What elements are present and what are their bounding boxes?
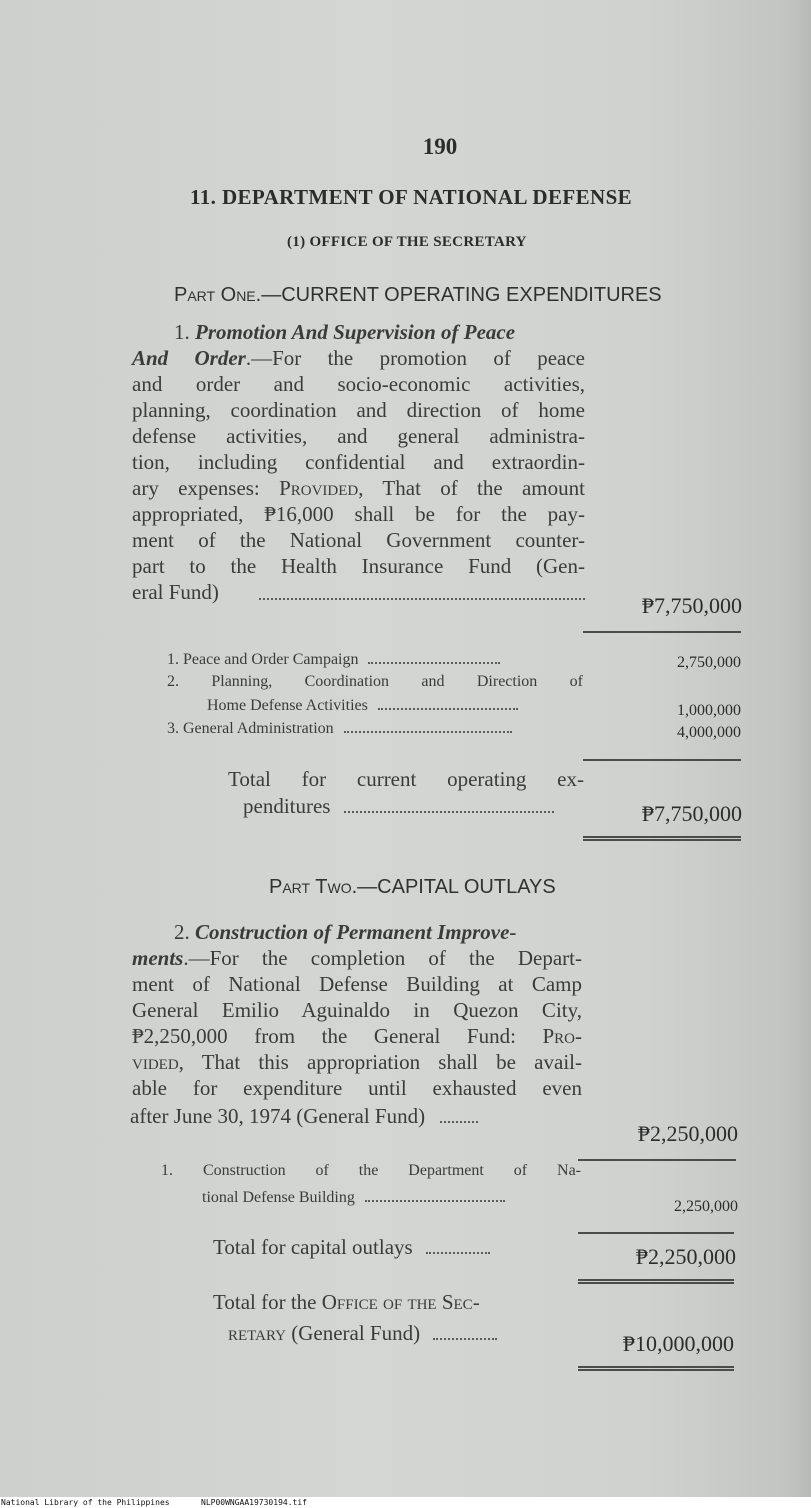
page-number: 190 bbox=[422, 134, 458, 159]
scan-footer bbox=[0, 1497, 811, 1508]
item-1-line-3: planning, coordination and direction of home bbox=[132, 398, 585, 422]
part-two-heading bbox=[269, 876, 556, 899]
item-1-title-a: Promotion And Supervision of Peace bbox=[195, 320, 516, 344]
item-2-text-0: .—For the completion of the Depart- bbox=[183, 946, 582, 970]
item-1-line-6 bbox=[132, 476, 585, 501]
breakdown-item bbox=[202, 1189, 505, 1207]
office-total-line-2 bbox=[228, 1321, 497, 1346]
part-one-total-label-2 bbox=[243, 794, 554, 819]
item-1-text-5: ary expenses: bbox=[132, 476, 260, 500]
item-1-number: 1. bbox=[174, 320, 190, 344]
part-two-rest: .—CAPITAL OUTLAYS bbox=[351, 876, 556, 898]
item-2-line-2: ment of National Defense Building at Camp bbox=[132, 972, 582, 996]
breakdown-amount: 4,000,000 bbox=[677, 724, 741, 741]
item-1-line-9: part to the Health Insurance Fund (Gen- bbox=[132, 554, 585, 578]
breakdown-amount: 1,000,000 bbox=[677, 702, 741, 719]
breakdown-amount: 2,750,000 bbox=[677, 654, 741, 671]
office-total-text-d: (General Fund) bbox=[285, 1321, 421, 1345]
breakdown-label: Home Defense Activities bbox=[207, 697, 368, 714]
item-2-text-8: after June 30, 1974 (General Fund) bbox=[130, 1104, 426, 1128]
office-total-text-c: retary bbox=[228, 1321, 286, 1345]
office-total-text-b: Office of the Sec- bbox=[321, 1290, 480, 1314]
item-1-text-7: , That of the amount bbox=[358, 476, 585, 500]
item-1-title-line bbox=[174, 320, 515, 345]
breakdown-item bbox=[167, 720, 512, 738]
breakdown-amount: 2,250,000 bbox=[674, 1198, 738, 1215]
item-2-title-a: Construction of Permanent Improve- bbox=[195, 920, 517, 944]
item-1-line-2: and order and socio-economic activities, bbox=[132, 372, 585, 396]
footer-library: National Library of the Philippines bbox=[1, 1498, 170, 1507]
part-one-total-label-1: Total for current operating ex- bbox=[228, 767, 584, 791]
item-1-text-11: eral Fund) bbox=[132, 580, 219, 604]
item-2-line-3: General Emilio Aguinaldo in Quezon City, bbox=[132, 998, 582, 1022]
part-one-prefix: Part One bbox=[174, 284, 256, 306]
part-two-prefix: Part Two bbox=[269, 876, 352, 898]
item-2-title-b: ments bbox=[132, 946, 184, 970]
part-one-total-text: penditures bbox=[243, 794, 331, 818]
breakdown-label: 3. General Administration bbox=[167, 720, 334, 737]
leader-dots bbox=[259, 598, 585, 600]
item-1-provided: Provided bbox=[279, 476, 359, 500]
part-one-rest: .—CURRENT OPERATING EXPENDITURES bbox=[255, 284, 662, 306]
item-2-amount: ₱2,250,000 bbox=[637, 1121, 738, 1146]
breakdown-item: 1. Construction of the Department of Na- bbox=[161, 1162, 581, 1179]
item-1-title-b: And Order bbox=[132, 346, 246, 370]
item-1-line-1 bbox=[132, 346, 585, 371]
item-1-line-8: ment of the National Government counter- bbox=[132, 528, 585, 552]
footer-file: NLP00WNGAA19730194.tif bbox=[201, 1498, 307, 1507]
office-title: (1) OFFICE OF THE SECRETARY bbox=[287, 234, 527, 250]
item-2-title-line bbox=[174, 920, 516, 945]
item-2-text-3: ₱2,250,000 from the General Fund: bbox=[132, 1024, 516, 1048]
item-1-amount: ₱7,750,000 bbox=[641, 593, 742, 618]
item-2-line-1 bbox=[132, 946, 582, 971]
rule bbox=[578, 1232, 734, 1234]
breakdown-item: 2. Planning, Coordination and Direction of bbox=[167, 673, 583, 690]
item-2-vided: vided bbox=[132, 1050, 179, 1074]
double-rule bbox=[578, 1366, 734, 1371]
part-one-total-amount: ₱7,750,000 bbox=[641, 801, 742, 826]
double-rule bbox=[583, 836, 741, 841]
item-1-line-10 bbox=[132, 580, 219, 605]
breakdown-label: 1. Peace and Order Campaign bbox=[167, 651, 359, 668]
part-two-total-label bbox=[213, 1235, 490, 1260]
rule bbox=[583, 631, 741, 633]
item-1-text-0: .—For the promotion of peace bbox=[245, 346, 585, 370]
breakdown-label: tional Defense Building bbox=[202, 1189, 355, 1206]
part-two-total-text: Total for capital outlays bbox=[213, 1235, 413, 1259]
item-2-line-6: able for expenditure until exhausted even bbox=[132, 1076, 582, 1100]
department-title: 11. DEPARTMENT OF NATIONAL DEFENSE bbox=[190, 185, 633, 209]
item-2-pro: Pro- bbox=[542, 1024, 583, 1048]
office-total-amount: ₱10,000,000 bbox=[622, 1331, 734, 1356]
item-1-line-7: appropriated, ₱16,000 shall be for the pay- bbox=[132, 502, 585, 526]
rule bbox=[583, 759, 741, 761]
item-2-text-6: , That this appropriation shall be avail- bbox=[178, 1050, 582, 1074]
breakdown-item bbox=[207, 697, 518, 715]
item-2-line-7 bbox=[130, 1104, 478, 1129]
breakdown-item bbox=[167, 651, 500, 669]
part-one-heading bbox=[174, 284, 662, 307]
item-2-line-4 bbox=[132, 1024, 582, 1049]
office-total-text-a: Total for the bbox=[213, 1290, 322, 1314]
item-1-line-5: tion, including confidential and extraordin- bbox=[132, 450, 585, 474]
office-total-line-1 bbox=[213, 1290, 480, 1315]
rule bbox=[578, 1159, 736, 1161]
item-1-line-4: defense activities, and general administra- bbox=[132, 424, 585, 448]
double-rule bbox=[578, 1279, 734, 1284]
part-two-total-amount: ₱2,250,000 bbox=[635, 1244, 736, 1269]
item-2-line-5 bbox=[132, 1050, 582, 1075]
item-2-number: 2. bbox=[174, 920, 190, 944]
